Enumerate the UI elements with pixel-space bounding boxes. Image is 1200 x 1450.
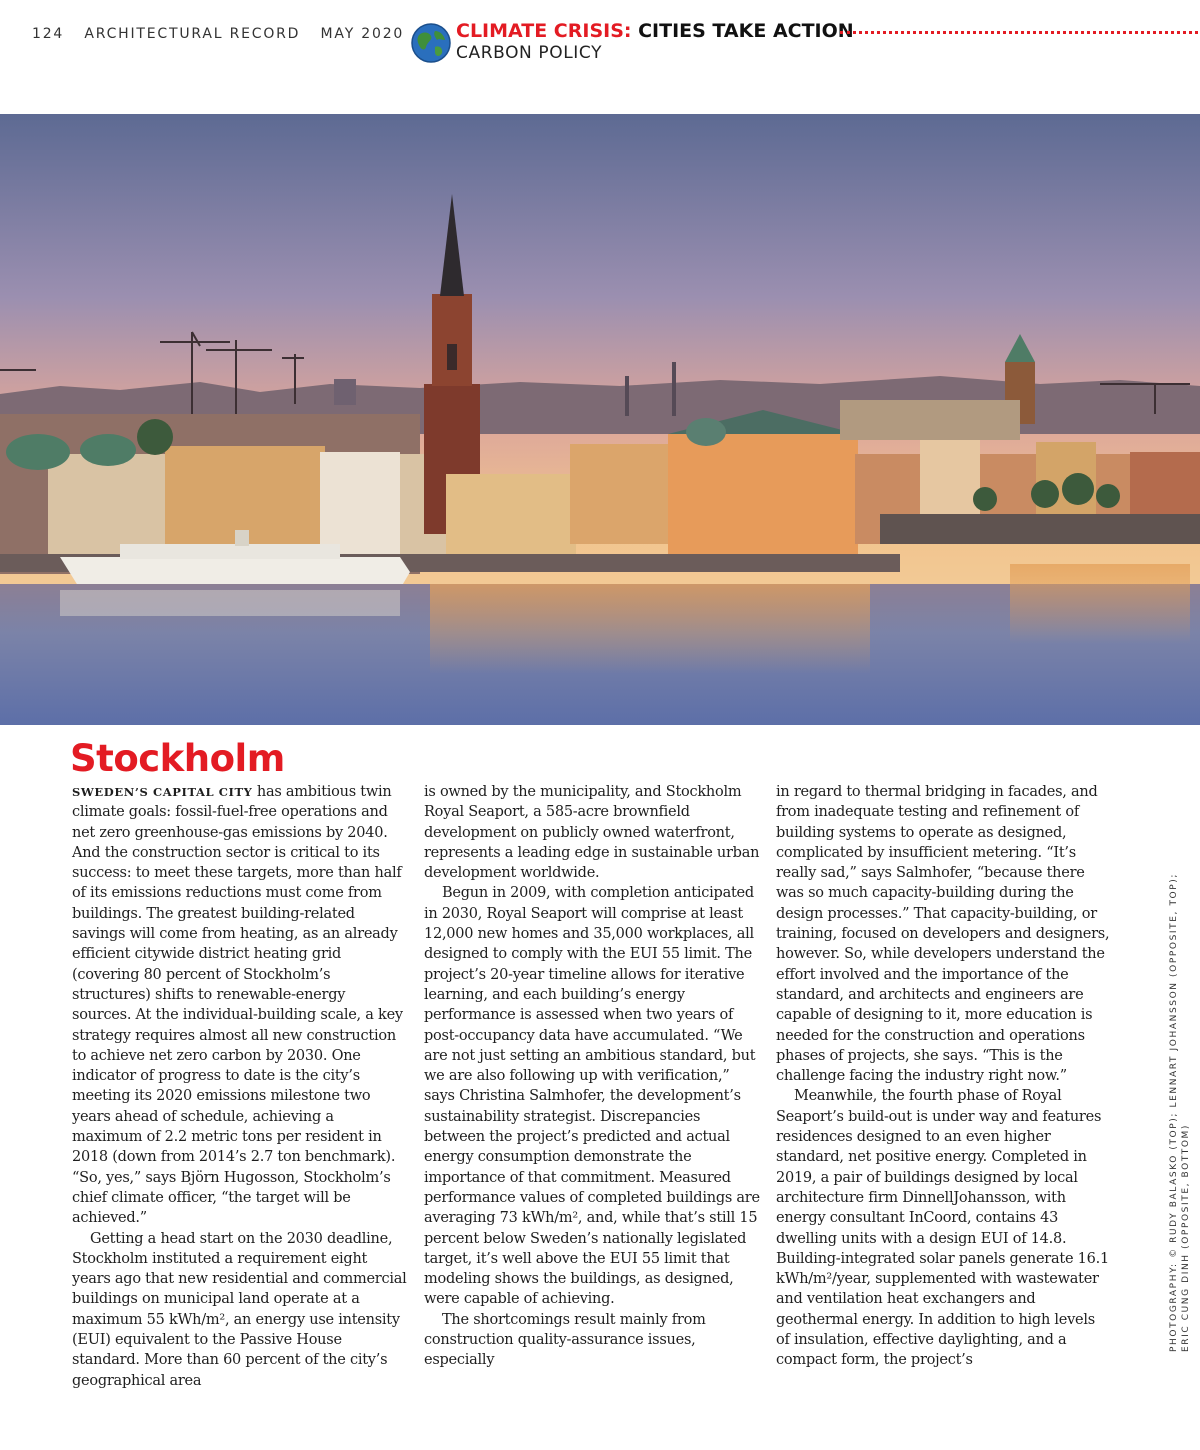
paragraph: is owned by the municipality, and Stockholm Royal Seaport, a 585-acre brownfield development on publicly owned waterfront, represents a leading edge in sustainable urban development worldwide.: [424, 784, 760, 882]
page-number: 124: [32, 26, 65, 42]
publication-name: ARCHITECTURAL RECORD: [84, 26, 301, 42]
section-title-main: CITIES TAKE ACTION: [631, 20, 854, 42]
issue-date: MAY 2020: [320, 26, 405, 42]
photo-credit-line: ERIC CUNG DINH (OPPOSITE, BOTTOM): [1181, 1123, 1191, 1352]
paragraph: in regard to thermal bridging in facades, and from inadequate testing and refinement of building systems to operate as designed, complicated by insufficient metering. “It’s really sad,” says Salmhofer, “because there was so much capacity-building during the design processes.” That capacity-building, or training, focused on developers and designers, however. So, while developers understand the effort involved and the importance of the standard, and architects and engineers are capable of designing to it, more education is needed for the construction and operations phases of projects, she says. “This is the challenge facing the industry right now.”: [776, 784, 1110, 1085]
article-headline: Stockholm: [70, 737, 285, 780]
photo-credit: [1168, 852, 1192, 1352]
article-column-3: [776, 782, 1112, 1371]
stockholm-skyline-image: [0, 114, 1200, 725]
hero-photo: [0, 114, 1200, 725]
paragraph: Begun in 2009, with completion anticipated in 2030, Royal Seaport will comprise at least 12,000 new homes and 35,000 workplaces, all designed to comply with the EUI 55 limit. The project’s 20-year timeline allows for iterative learning, and each building’s energy performance is assessed when two years of post-occupancy data have accumulated. “We are not just setting an ambitious standard, but we are also following up with verification,” says Christina Salmhofer, the development’s sustainability strategist. Discrepancies between the project’s predicted and actual energy consumption demonstrate the importance of that commitment. Measured performance values of completed buildings are averaging 73 kWh/m², and, while that’s still 15 percent below Sweden’s nationally legislated target, it’s well above the EUI 55 limit that modeling shows the buildings, as designed, were capable of achieving.: [424, 885, 760, 1308]
paragraph: [72, 782, 408, 1229]
paragraph-text: has ambitious twin climate goals: fossil-fuel-free operations and net zero greenhouse-gas emissions by 2040. And the construction sector is critical to its success: to meet these targets, more than half of its emissions reductions must come from buildings. The greatest building-related savings will come from heating, as an already efficient citywide district heating grid (covering 80 percent of Stockholm’s structures) shifts to renewable-energy sources. At the individual-building scale, a key strategy requires almost all new construction to achieve net zero carbon by 2030. One indicator of progress to date is the city’s meeting its 2020 emissions milestone two years ahead of schedule, achieving a maximum of 2.2 metric tons per resident in 2018 (down from 2014’s 2.7 ton benchmark). “So, yes,” says Björn Hugosson, Stockholm’s chief climate officer, “the target will be achieved.”: [72, 784, 403, 1227]
globe-icon: [411, 23, 451, 63]
dotted-divider: [840, 31, 1198, 34]
paragraph: Getting a head start on the 2030 deadline, Stockholm instituted a requirement eight years ago that new residential and commercial buildings on municipal land operate at a maximum 55 kWh/m², an energy use intensity (EUI) equivalent to the Passive House standard. More than 60 percent of the city’s geographical area: [72, 1230, 407, 1389]
section-title-accent: CLIMATE CRISIS:: [456, 20, 632, 42]
section-subtitle: CARBON POLICY: [456, 43, 603, 63]
photo-credit-line: PHOTOGRAPHY: © RUDY BALASKO (TOP); LENNART JOHANSSON (OPPOSITE, TOP);: [1169, 872, 1179, 1352]
article-column-1: [72, 782, 408, 1391]
running-header: [32, 26, 418, 42]
paragraph: The shortcomings result mainly from construction quality-assurance issues, especially: [424, 1311, 706, 1369]
section-title: [456, 20, 854, 42]
article-column-2: [424, 782, 760, 1371]
lead-in: SWEDEN’S CAPITAL CITY: [72, 785, 253, 799]
paragraph: Meanwhile, the fourth phase of Royal Seaport’s build-out is under way and features residences designed to an even higher standard, net positive energy. Completed in 2019, a pair of buildings designed by local architecture firm DinnellJohansson, with energy consultant InCoord, contains 43 dwelling units with a design EUI of 14.8. Building-integrated solar panels generate 16.1 kWh/m²/year, supplemented with wastewater and ventilation heat exchangers and geothermal energy. In addition to high levels of insulation, effective daylighting, and a compact form, the project’s: [776, 1088, 1109, 1369]
